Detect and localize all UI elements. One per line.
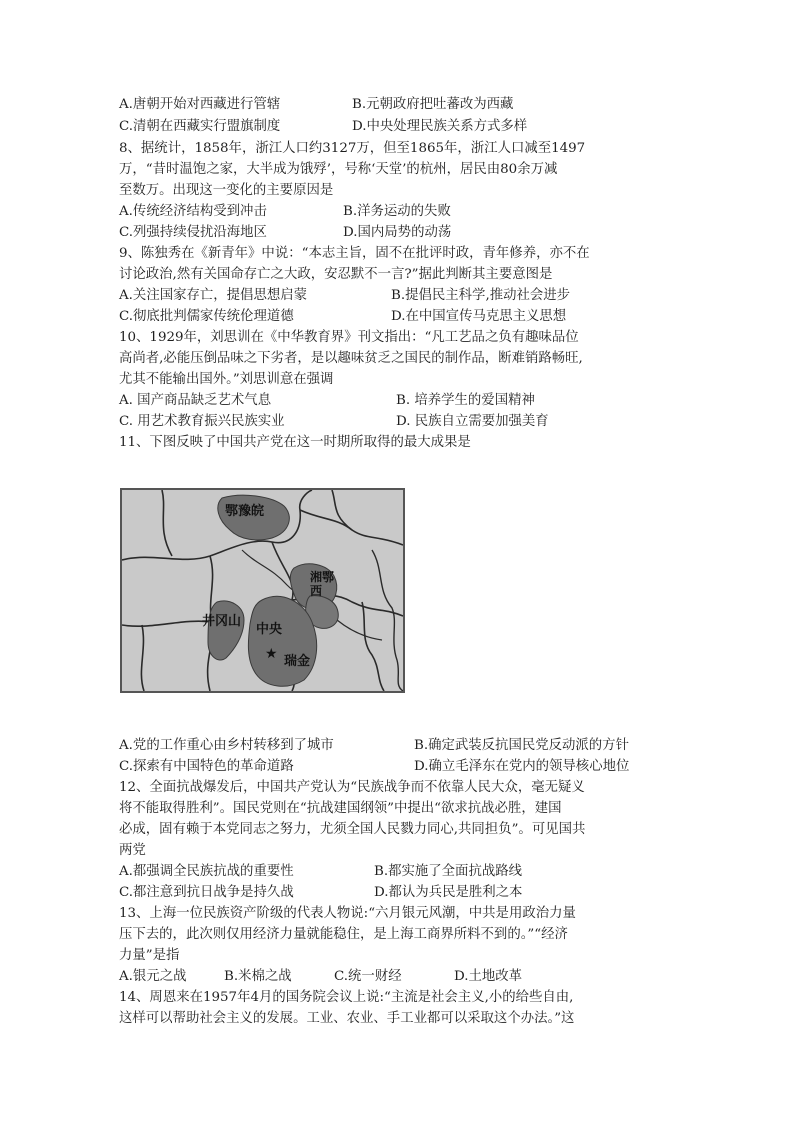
q10-option-d: D. 民族自立需要加强美育 <box>396 414 549 429</box>
q13-stem-line-3: 力量”是指 <box>119 948 180 963</box>
q10-stem-line-2: 高尚者,必能压倒品味之下劣者，是以趣味贫乏之国民的制作品，断难销路畅旺, <box>119 351 583 366</box>
q13-stem-line-1: 13、上海一位民族资产阶级的代表人物说:“六月银元风潮，中共是用政治力量 <box>119 906 576 921</box>
q12-stem-line-2: 将不能取得胜利”。国民党则在“抗战建国纲领”中提出“欲求抗战必胜，建国 <box>119 801 562 816</box>
q12-stem-line-4: 两党 <box>119 843 146 858</box>
q9-option-c: C.彻底批判儒家传统伦理道德 <box>119 309 294 324</box>
q7-option-b: B.元朝政府把吐蕃改为西藏 <box>352 97 514 112</box>
q11-option-d: D.确立毛泽东在党内的领导核心地位 <box>414 759 630 774</box>
q10-option-a: A. 国产商品缺乏艺术气息 <box>119 393 272 408</box>
q8-option-a: A.传统经济结构受到冲击 <box>119 204 267 219</box>
q10-option-b: B. 培养学生的爱国精神 <box>396 393 535 408</box>
q7-option-c: C.清朝在西藏实行盟旗制度 <box>119 119 281 134</box>
q12-stem-line-1: 12、全面抗战爆发后，中国共产党认为“民族战争而不依靠人民大众，毫无疑义 <box>119 780 585 795</box>
q8-option-d: D.国内局势的动荡 <box>343 225 452 240</box>
q14-stem-line-1: 14、周恩来在1957年4月的国务院会议上说:“主流是社会主义,小的给些自由, <box>119 990 574 1005</box>
q8-stem-line-2: 万，“昔时温饱之家，大半成为饿殍’，号称‘天堂’的杭州，居民由80余万减 <box>119 162 558 177</box>
ruijin-star-icon: ★ <box>265 646 278 662</box>
q11-option-c: C.探索有中国特色的革命道路 <box>119 759 294 774</box>
q12-stem-line-3: 必成，固有赖于本党同志之努力，尤须全国人民戮力同心,共同担负”。可见国共 <box>119 822 586 837</box>
q8-option-b: B.洋务运动的失败 <box>343 204 451 219</box>
q12-option-c: C.都注意到抗日战争是持久战 <box>119 885 294 900</box>
q10-stem-line-3: 尤其不能输出国外。”刘思训意在强调 <box>119 372 334 387</box>
q11-stem: 11、下图反映了中国共产党在这一时期所取得的最大成果是 <box>119 435 471 450</box>
q10-stem-line-1: 10、1929年，刘思训在《中华教育界》刊文指出：“凡工艺品之负有趣味品位 <box>119 330 579 345</box>
q13-stem-line-2: 压下去的，此次则仅用经济力量就能稳住，是上海工商界所料不到的。”“经济 <box>119 927 568 942</box>
q13-option-b: B.米棉之战 <box>224 969 292 984</box>
q9-option-b: B.提倡民主科学,推动社会进步 <box>391 288 571 303</box>
map-label-ruijin: 瑞金 <box>284 654 311 669</box>
map-label-jinggangshan: 井冈山 <box>202 614 242 629</box>
map-label-zhongyang: 中央 <box>256 622 283 637</box>
q13-option-a: A.银元之战 <box>119 969 187 984</box>
q7-option-a: A.唐朝开始对西藏进行管辖 <box>119 97 281 112</box>
q13-option-c: C.统一财经 <box>334 969 402 984</box>
q13-option-d: D.土地改革 <box>454 969 523 984</box>
q11-option-b: B.确定武装反抗国民党反动派的方针 <box>414 738 629 753</box>
coastline <box>372 550 403 691</box>
q9-option-a: A.关注国家存亡，提倡思想启蒙 <box>119 288 308 303</box>
map-drawing <box>122 490 403 691</box>
q8-option-c: C.列强持续侵扰沿海地区 <box>119 225 267 240</box>
q8-stem-line-1: 8、据统计，1858年，浙江人口约3127万，但至1865年，浙江人口减至1497 <box>119 141 586 156</box>
q9-stem-line-1: 9、陈独秀在《新青年》中说：“本志主旨，固不在批评时政，青年修养，亦不在 <box>119 246 590 261</box>
q12-option-a: A.都强调全民族抗战的重要性 <box>119 864 294 879</box>
q7-option-d: D.中央处理民族关系方式多样 <box>352 119 528 134</box>
q9-stem-line-2: 讨论政治,然有关国命存亡之大政，安忍默不一言?”据此判断其主要意图是 <box>119 267 553 282</box>
q10-option-c: C. 用艺术教育振兴民族实业 <box>119 414 285 429</box>
soviet-areas-map <box>120 488 405 693</box>
map-label-xiangexi: 湘鄂西 <box>310 570 335 598</box>
q12-option-b: B.都实施了全面抗战路线 <box>374 864 523 879</box>
q8-stem-line-3: 至数万。出现这一变化的主要原因是 <box>119 183 334 198</box>
q9-option-d: D.在中国宣传马克思主义思想 <box>391 309 567 324</box>
q11-option-a: A.党的工作重心由乡村转移到了城市 <box>119 738 334 753</box>
map-label-eyuwan: 鄂豫皖 <box>225 504 265 519</box>
q12-option-d: D.都认为兵民是胜利之本 <box>374 885 523 900</box>
q14-stem-line-2: 这样可以帮助社会主义的发展。工业、农业、手工业都可以采取这个办法。”这 <box>119 1011 575 1026</box>
